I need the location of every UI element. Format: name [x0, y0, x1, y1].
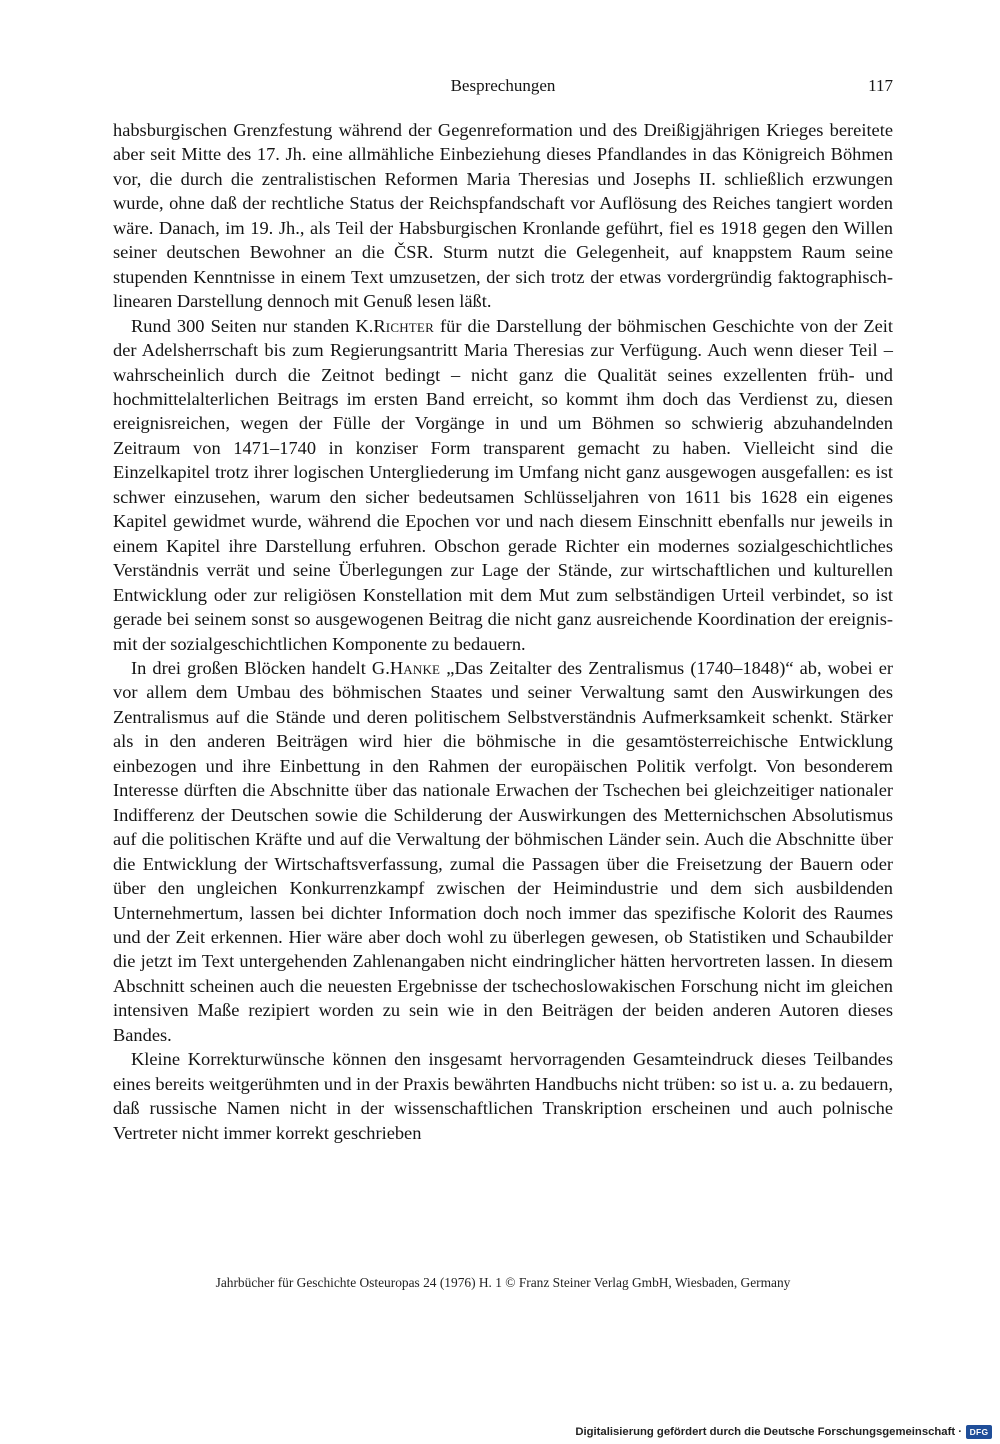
journal-citation-footer: Jahrbücher für Geschichte Osteuropas 24 (1976) H. 1 © Franz Steiner Verlag GmbH, Wiesbaden, Germany — [215, 1275, 791, 1290]
digitization-notice — [575, 1424, 992, 1440]
running-head — [113, 76, 893, 102]
running-title: Besprechungen — [450, 76, 556, 95]
page-number: 117 — [868, 76, 893, 95]
author-name-hanke: Hanke — [389, 657, 441, 678]
digitization-notice-text: Digitalisierung gefördert durch die Deutsche Forschungsgemeinschaft · — [575, 1426, 962, 1438]
paragraph-1: habsburgischen Grenzfestung während der Gegenreformation und des Dreißigjährigen Krieges bereitete aber seit Mitte des 17. Jh. eine allmähliche Einbeziehung dieses Pfandlandes in das Königreich Böhmen vor, die durch die zentralistischen Reformen Maria Theresias und Josephs II. schließlich erzwungen wurde, ohne daß der rechtliche Status der Reichspfandschaft vor Auflösung des Reiches tangiert worden wäre. Danach, im 19. Jh., als Teil der Habsburgischen Kronlande geführt, fiel es 1918 gegen den Willen seiner deutschen Bewohner an die ČSR. Sturm nutzt die Gelegenheit, auf knappstem Raum seine stupenden Kenntnisse in einem Text umzusetzen, der sich trotz der etwas vordergründig faktographisch-linearen Darstellung dennoch mit Genuß lesen läßt. — [113, 120, 893, 312]
paragraph-2-lead: Rund 300 Seiten nur standen K. — [131, 315, 374, 336]
paragraph-2 — [113, 314, 893, 656]
author-name-richter: Richter — [373, 315, 434, 336]
paragraph-3 — [113, 656, 893, 1047]
dfg-logo: DFG — [966, 1425, 992, 1439]
paragraph-3-lead: In drei großen Blöcken handelt G. — [131, 657, 390, 678]
paragraph-2-text: für die Darstellung der böhmischen Geschichte von der Zeit der Adelsherrschaft bis zum Regierungsantritt Maria Theresias zur Verfügung. Auch wenn dieser Teil – wahrscheinlich durch die Zeitnot bedingt – nicht ganz die Qualität seines exzellenten früh- und hochmittelalterlichen Beitrags im ersten Band erreicht, so kommt ihm doch das Verdienst zu, diesen ereignisreichen, wegen der Fülle der Vorgänge in und um Böhmen so schwierig abzuhandelnden Zeitraum von 1471–1740 in konziser Form transparent gemacht zu haben. Vielleicht sind die Einzelkapitel trotz ihrer logischen Untergliederung im Umfang nicht ganz ausgewogen ausgefallen: es ist schwer einzusehen, warum den sicher bedeutsamen Schlüsseljahren von 1611 bis 1628 ein eigenes Kapitel gewidmet wurde, während die Epochen vor und nach diesem Einschnitt ebenfalls nur jeweils in einem Kapitel ihre Darstellung erfuhren. Obschon gerade Richter ein modernes sozialgeschichtliches Verständnis verrät und seine Überlegungen zur Lage der Stände, zur wirtschaftlichen und kulturellen Entwicklung oder zur religiösen Konstellation mit dem Mut zum selbständigen Urteil verbindet, so ist gerade bei seinem sonst so ausgewogenen Beitrag die nicht ganz ausreichende Koordination der ereignis- mit der sozialgeschichtlichen Komponente zu bedauern. — [113, 315, 893, 654]
paragraph-3-text: „Das Zeitalter des Zentralismus (1740–1848)“ ab, wobei er vor allem dem Umbau des böhmischen Staates und seiner Verwaltung samt den Auswirkungen des Zentralismus auf die Stände und deren politischem Selbstverständnis Aufmerksamkeit schenkt. Stärker als in den anderen Beiträgen wird hier die böhmische in die gesamtösterreichische Entwicklung einbezogen und ihre Einbettung in den Rahmen der europäischen Politik verfolgt. Von besonderem Interesse dürften die Abschnitte über das nationale Erwachen der Tschechen bei gleichzeitiger nationaler Indifferenz der Deutschen sowie die Schilderung der Auswirkungen des Metternichschen Absolutismus auf die politischen Kräfte und auf die Verwaltung der böhmischen Länder sein. Auch die Abschnitte über die Entwicklung der Wirtschaftsverfassung, zumal die Passagen über die Freisetzung der Bauern oder über den ungleichen Konkurrenzkampf zwischen der Heimindustrie und dem sich ausbildenden Unternehmertum, lassen bei dichter Information doch noch immer das spezifische Kolorit des Raumes und der Zeit erkennen. Hier wäre aber doch wohl zu überlegen gewesen, ob Statistiken und Schaubilder die jetzt im Text untergehenden Zahlenangaben nicht eindringlicher hätten hervortreten lassen. In diesem Abschnitt scheinen auch die neuesten Ergebnisse der tschechoslowakischen Forschung nicht im gleichen intensiven Maße rezipiert worden zu sein wie in den Beiträgen der beiden anderen Autoren dieses Bandes. — [113, 657, 893, 1045]
article-body — [113, 118, 893, 1145]
paragraph-4: Kleine Korrekturwünsche können den insgesamt hervorragenden Gesamteindruck dieses Teilbandes eines bereits weitgerühmten und in der Praxis bewährten Handbuchs nicht trüben: so ist u. a. zu bedauern, daß russische Namen nicht in der wissenschaftlichen Transkription erscheinen und auch polnische Vertreter nicht immer korrekt geschrieben — [113, 1049, 893, 1143]
